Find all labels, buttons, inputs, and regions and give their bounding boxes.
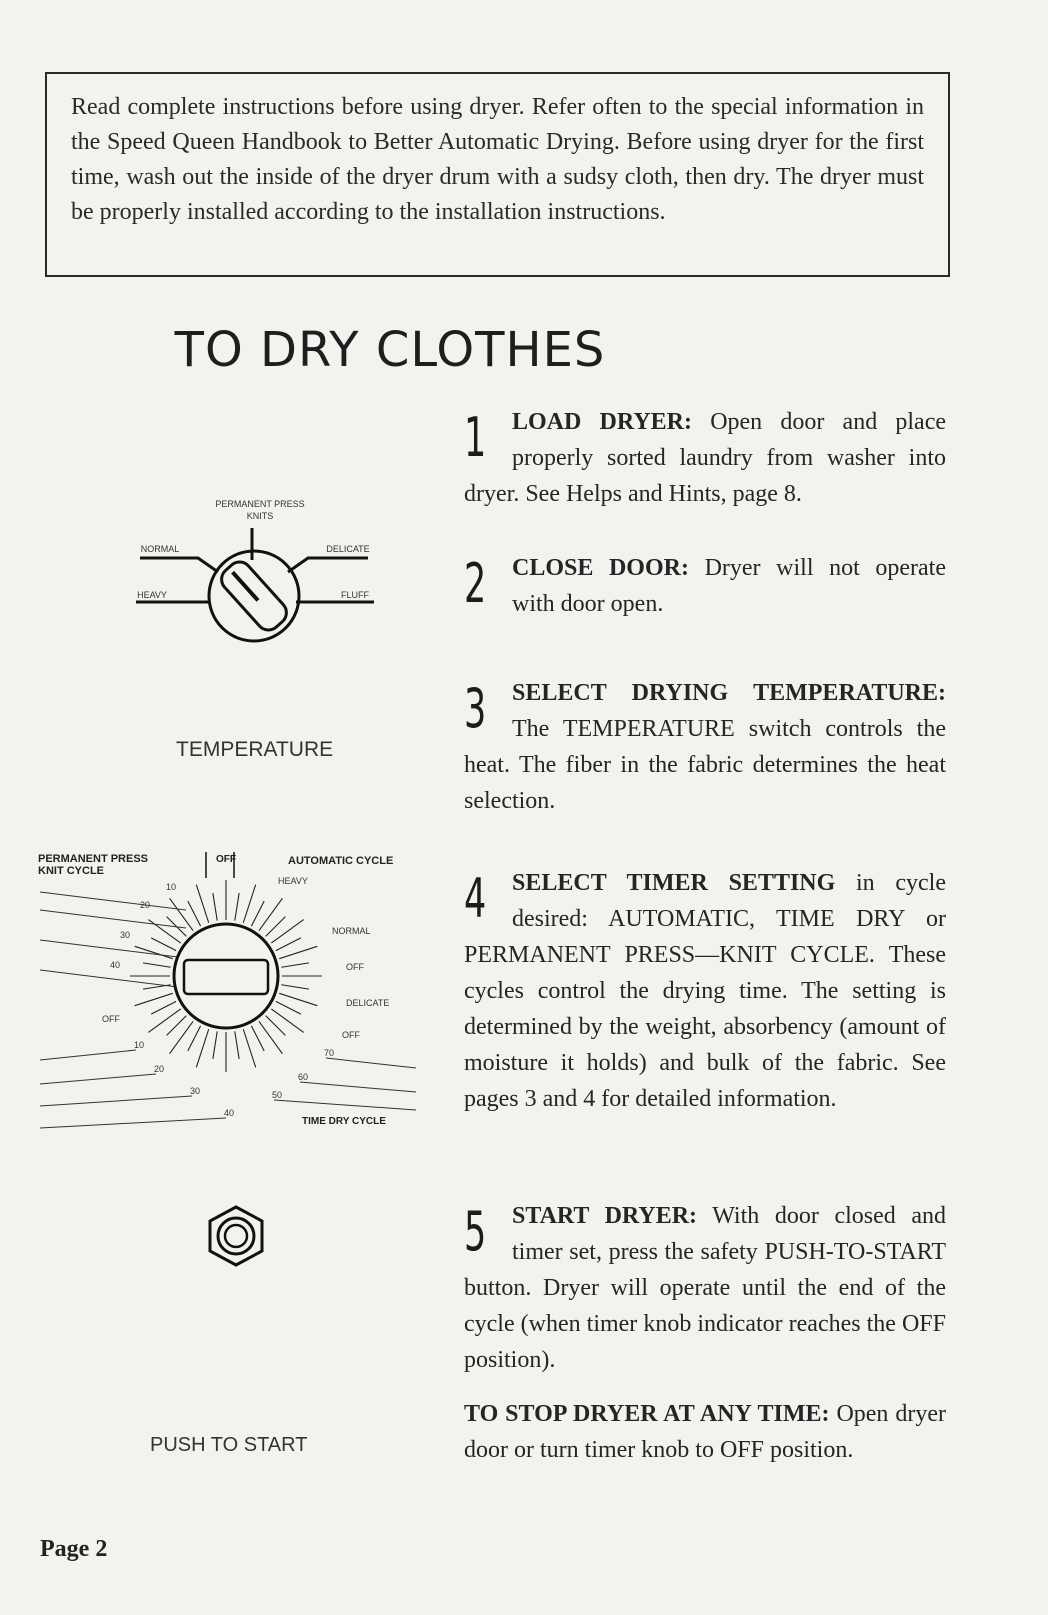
timer-ray: [251, 901, 264, 926]
page-title: TO DRY CLOTHES: [174, 322, 606, 378]
step-text: in cycle desired: AUTOMATIC, TIME DRY or PERMANENT PRESS—KNIT CYCLE. These cycles control the drying time. The setting is determined by the weight, absorbency (amount of moisture it holds) and bulk of the fabric. See pages 3 and 4 for detailed information.: [464, 870, 946, 1112]
step-number: 4: [464, 867, 487, 930]
stop-note-heading: TO STOP DRYER AT ANY TIME:: [464, 1401, 830, 1427]
timer-ray: [266, 917, 286, 937]
step-select-timer: [464, 865, 946, 1117]
temp-setting-pp-line2: KNITS: [246, 511, 274, 521]
timer-ray: [151, 1001, 176, 1014]
step-heading: LOAD DRYER:: [512, 409, 693, 435]
step-number: 3: [464, 677, 487, 740]
temp-setting-heavy: HEAVY: [137, 590, 167, 600]
timer-ray: [271, 1009, 303, 1033]
timer-pp-mark: 30: [120, 930, 131, 940]
timer-ray: [251, 1026, 264, 1051]
timer-ray: [188, 1026, 201, 1051]
timer-auto-off: OFF: [346, 962, 364, 972]
timer-pp-label-line2: KNIT CYCLE: [38, 865, 104, 877]
temp-setting-pp-line1: PERMANENT PRESS: [215, 499, 305, 509]
timer-ray: [259, 1021, 283, 1053]
step-close-door: [464, 550, 946, 622]
step-number: 2: [464, 552, 487, 615]
timer-time-mark-leader: [40, 1050, 136, 1060]
step-heading: CLOSE DOOR:: [512, 555, 689, 581]
temp-setting-normal: NORMAL: [140, 544, 180, 554]
timer-time-mark: 60: [298, 1072, 309, 1082]
timer-pp-mark: 20: [140, 900, 151, 910]
timer-ray: [243, 1029, 255, 1067]
timer-ray: [148, 920, 180, 944]
timer-ray: [148, 1009, 180, 1033]
step-number: 1: [464, 406, 487, 469]
temp-setting-delicate: DELICATE: [326, 544, 370, 554]
step-text: The TEMPERATURE switch controls the heat. The fiber in the fabric determines the heat selection.: [464, 716, 946, 814]
step-number: 5: [464, 1200, 487, 1263]
page-number: Page 2: [40, 1536, 108, 1562]
timer-ray: [235, 893, 239, 921]
timer-ray: [259, 898, 283, 930]
instruction-notice: Read complete instructions before using dryer. Refer often to the special information in the Speed Queen Handbook to Better Automatic Drying. Before using dryer for the first time, wash out the inside of the dryer drum with a sudsy cloth, then dry. The dryer must be properly installed according to the installation instructions.: [45, 72, 950, 277]
timer-ray: [167, 1016, 187, 1036]
timer-ray: [243, 885, 255, 923]
push-to-start-button[interactable]: [206, 1205, 266, 1267]
timer-time-mark: 50: [272, 1090, 283, 1100]
timer-ray: [276, 938, 301, 951]
step-text: With door closed and timer set, press the safety PUSH-TO-START button. Dryer will operate until the end of the cycle (when timer knob indicator reaches the OFF position).: [464, 1203, 947, 1373]
timer-time-dry-label: TIME DRY CYCLE: [302, 1116, 386, 1127]
timer-time-mark-leader: [326, 1058, 416, 1068]
timer-pp-mark-leader: [40, 970, 186, 988]
timer-off-top: OFF: [216, 854, 236, 865]
stop-note-text: Open dryer door or turn timer knob to OFF position.: [464, 1401, 946, 1463]
timer-delicate: DELICATE: [346, 998, 390, 1008]
temperature-dial[interactable]: [130, 490, 390, 660]
timer-pp-mark-leader: [40, 910, 186, 928]
timer-time-mark: 20: [154, 1064, 165, 1074]
timer-ray: [271, 920, 303, 944]
timer-ray: [170, 1021, 194, 1053]
timer-ray: [213, 893, 217, 921]
timer-ray: [196, 1029, 208, 1067]
timer-pp-off: OFF: [102, 1014, 120, 1024]
timer-auto-label: AUTOMATIC CYCLE: [288, 855, 394, 867]
timer-ray: [143, 963, 171, 967]
step-text: Open door and place properly sorted laundry from washer into dryer. See Helps and Hints, page 8.: [464, 409, 946, 507]
timer-ray: [196, 885, 208, 923]
timer-pp-label-line1: PERMANENT PRESS: [38, 853, 149, 865]
timer-time-mark-leader: [40, 1096, 192, 1106]
timer-time-mark-leader: [40, 1118, 226, 1128]
timer-ray: [151, 938, 176, 951]
timer-ray: [279, 993, 317, 1005]
timer-time-mark-leader: [274, 1100, 416, 1110]
step-heading: SELECT DRYING TEMPERATURE:: [512, 680, 946, 706]
step-heading: SELECT TIMER SETTING: [512, 870, 836, 896]
timer-time-mark: 30: [190, 1086, 201, 1096]
timer-time-mark-leader: [40, 1074, 156, 1084]
step-select-temperature: [464, 675, 946, 819]
timer-time-mark: 70: [324, 1048, 335, 1058]
timer-pp-mark: 10: [166, 882, 177, 892]
timer-ray: [135, 993, 173, 1005]
timer-heavy: HEAVY: [278, 876, 308, 886]
timer-normal: NORMAL: [332, 926, 371, 936]
step-heading: START DRYER:: [512, 1203, 698, 1229]
timer-ray: [281, 963, 309, 967]
timer-ray: [266, 1016, 286, 1036]
timer-ray: [279, 946, 317, 958]
timer-pp-mark-leader: [40, 940, 186, 958]
timer-ray: [276, 1001, 301, 1014]
timer-time-off: OFF: [342, 1030, 360, 1040]
timer-ray: [170, 898, 194, 930]
temp-setting-fluff: FLUFF: [341, 590, 369, 600]
push-to-start-label: PUSH TO START: [150, 1434, 308, 1456]
stop-dryer-note: [464, 1396, 946, 1468]
step-load-dryer: [464, 404, 946, 512]
timer-dial[interactable]: [36, 848, 432, 1158]
timer-time-mark: 10: [134, 1040, 145, 1050]
timer-time-mark-leader: [300, 1082, 416, 1092]
step-text: Dryer will not operate with door open.: [512, 555, 946, 617]
timer-ray: [235, 1031, 239, 1059]
temperature-label: TEMPERATURE: [176, 738, 334, 761]
timer-pp-mark-leader: [40, 892, 186, 910]
timer-ray: [281, 985, 309, 989]
timer-pp-mark: 40: [110, 960, 121, 970]
timer-ray: [188, 901, 201, 926]
timer-ray: [213, 1031, 217, 1059]
timer-time-mark: 40: [224, 1108, 235, 1118]
step-start-dryer: [464, 1198, 946, 1378]
